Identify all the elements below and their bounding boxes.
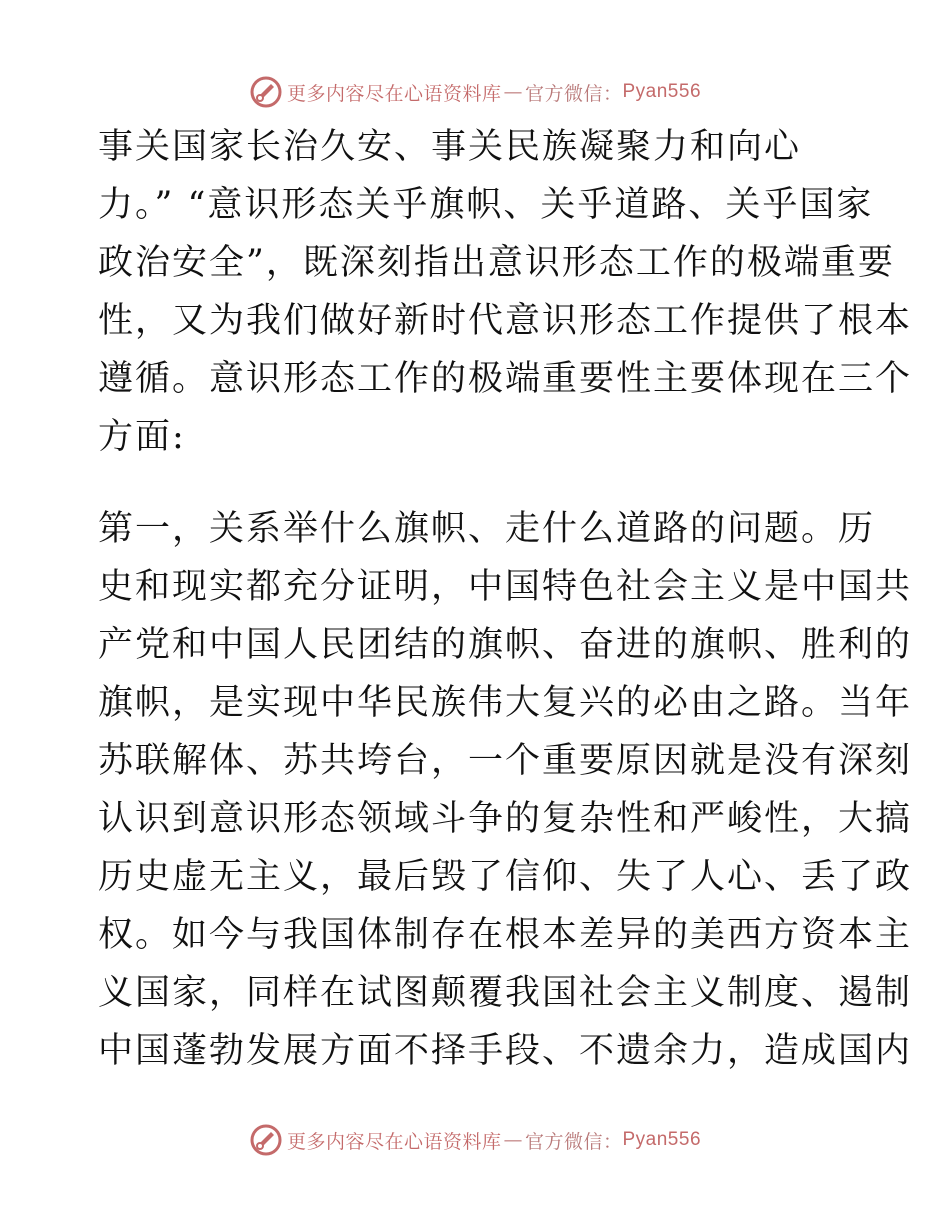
paragraph-2 — [98, 500, 913, 1080]
watermark-wechat-id: Pyan556 — [622, 81, 702, 102]
text-line: 义国家，同样在试图颠覆我国社会主义制度、遏制 — [98, 973, 913, 1013]
document-body — [98, 118, 913, 1080]
text-line: 政治安全”，既深刻指出意识形态工作的极端重要 — [98, 243, 895, 283]
text-line: 历史虚无主义，最后毁了信仰、失了人心、丢了政 — [98, 857, 913, 897]
text-line: 产党和中国人民团结的旗帜、奋进的旗帜、胜利的 — [98, 625, 913, 665]
footer-watermark — [0, 1120, 950, 1160]
text-line: 性，又为我们做好新时代意识形态工作提供了根本 — [98, 301, 913, 341]
watermark-wechat-label: 官方微信： — [524, 82, 623, 105]
header-watermark — [0, 72, 950, 112]
watermark-wechat-id: Pyan556 — [622, 1129, 702, 1150]
watermark-wechat-label: 官方微信： — [524, 1130, 623, 1153]
text-line: 旗帜，是实现中华民族伟大复兴的必由之路。当年 — [98, 683, 913, 723]
watermark-main-text: 更多内容尽在心语资料库 — [286, 1130, 502, 1153]
text-line: 认识到意识形态领域斗争的复杂性和严峻性，大搞 — [98, 799, 913, 839]
library-logo-icon — [249, 1123, 283, 1157]
text-line: 事关国家长治久安、事关民族凝聚力和向心 — [98, 127, 802, 167]
watermark-dash: — — [503, 81, 523, 103]
library-logo-icon — [249, 75, 283, 109]
text-line: 史和现实都充分证明，中国特色社会主义是中国共 — [98, 567, 913, 607]
text-line: 苏联解体、苏共垮台，一个重要原因就是没有深刻 — [98, 741, 913, 781]
text-line: 方面: — [98, 417, 186, 457]
paragraph-spacer — [98, 466, 858, 500]
text-line: 中国蓬勃发展方面不择手段、不遗余力，造成国内 — [98, 1031, 913, 1071]
text-line: 遵循。意识形态工作的极端重要性主要体现在三个 — [98, 359, 913, 399]
text-line: 第一，关系举什么旗帜、走什么道路的问题。历 — [98, 509, 876, 549]
watermark-main-text: 更多内容尽在心语资料库 — [286, 82, 502, 105]
text-line: 力。” “意识形态关乎旗帜、关乎道路、关乎国家 — [98, 185, 874, 225]
text-line: 权。如今与我国体制存在根本差异的美西方资本主 — [98, 915, 913, 955]
watermark-dash: — — [503, 1129, 523, 1151]
paragraph-1 — [98, 118, 913, 466]
